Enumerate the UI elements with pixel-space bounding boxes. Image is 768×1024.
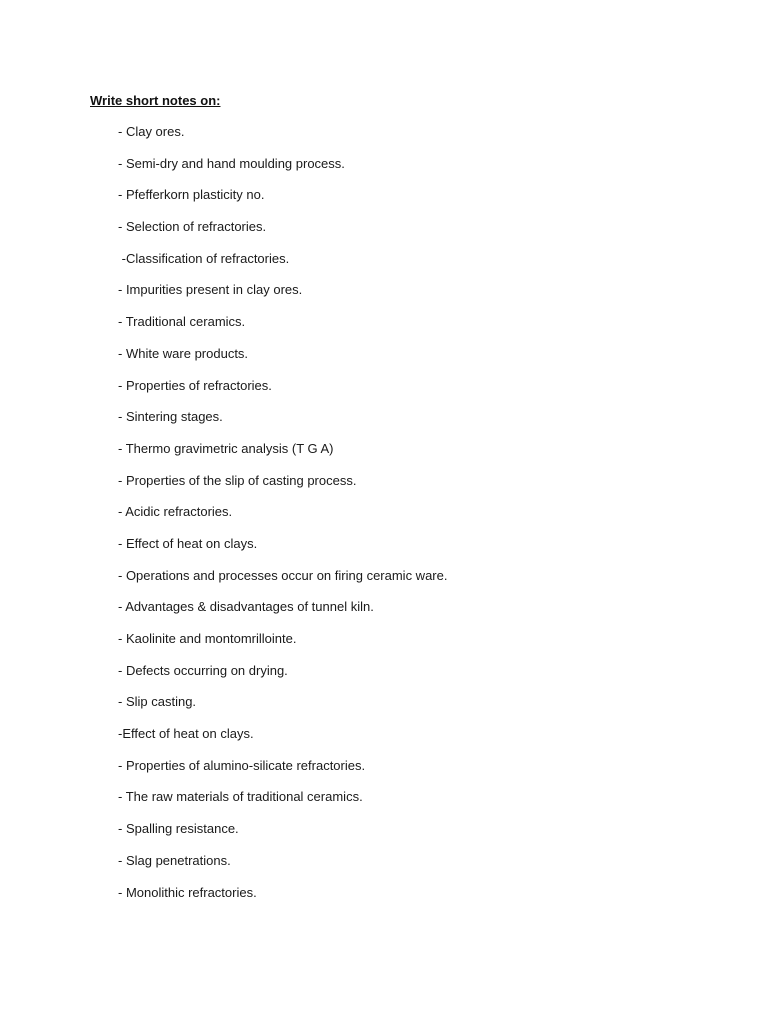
list-item: - Spalling resistance. [118, 821, 239, 837]
list-item: - Sintering stages. [118, 409, 223, 425]
list-item: - Kaolinite and montomrillointe. [118, 631, 297, 646]
list-item: - The raw materials of traditional ceramics. [118, 789, 363, 805]
list-item: - Acidic refractories. [118, 504, 233, 520]
list-item: -Effect of heat on clays. [118, 726, 254, 742]
list-item: - Thermo gravimetric analysis (T G A) [118, 440, 334, 456]
list-item: - Effect of heat on clays. [118, 535, 258, 551]
list-item: - Pfefferkorn plasticity no. [118, 187, 265, 203]
notes-list [0, 123, 447, 915]
list-item: - Properties of refractories. [118, 377, 272, 393]
list-item: - Slag penetrations. [118, 852, 231, 868]
list-item: - Monolithic refractories. [118, 884, 257, 900]
list-item: - Selection of refractories. [118, 219, 267, 235]
list-item: - Traditional ceramics. [118, 314, 246, 330]
list-item: -Classification of refractories. [118, 250, 290, 266]
list-item: - Clay ores. [118, 124, 185, 139]
list-item: - Defects occurring on drying. [118, 662, 288, 678]
list-item: - Properties of alumino-silicate refractories. [118, 757, 366, 773]
page-heading: Write short notes on: [90, 93, 221, 108]
list-item: - Properties of the slip of casting process. [118, 472, 357, 488]
list-item: - Semi-dry and hand moulding process. [118, 155, 345, 171]
list-item: - Operations and processes occur on firing ceramic ware. [118, 567, 448, 583]
list-item: - Slip casting. [118, 694, 197, 710]
list-item: - Impurities present in clay ores. [118, 282, 303, 298]
list-item: - White ware products. [118, 345, 249, 361]
list-item: - Advantages & disadvantages of tunnel kiln. [118, 599, 374, 615]
